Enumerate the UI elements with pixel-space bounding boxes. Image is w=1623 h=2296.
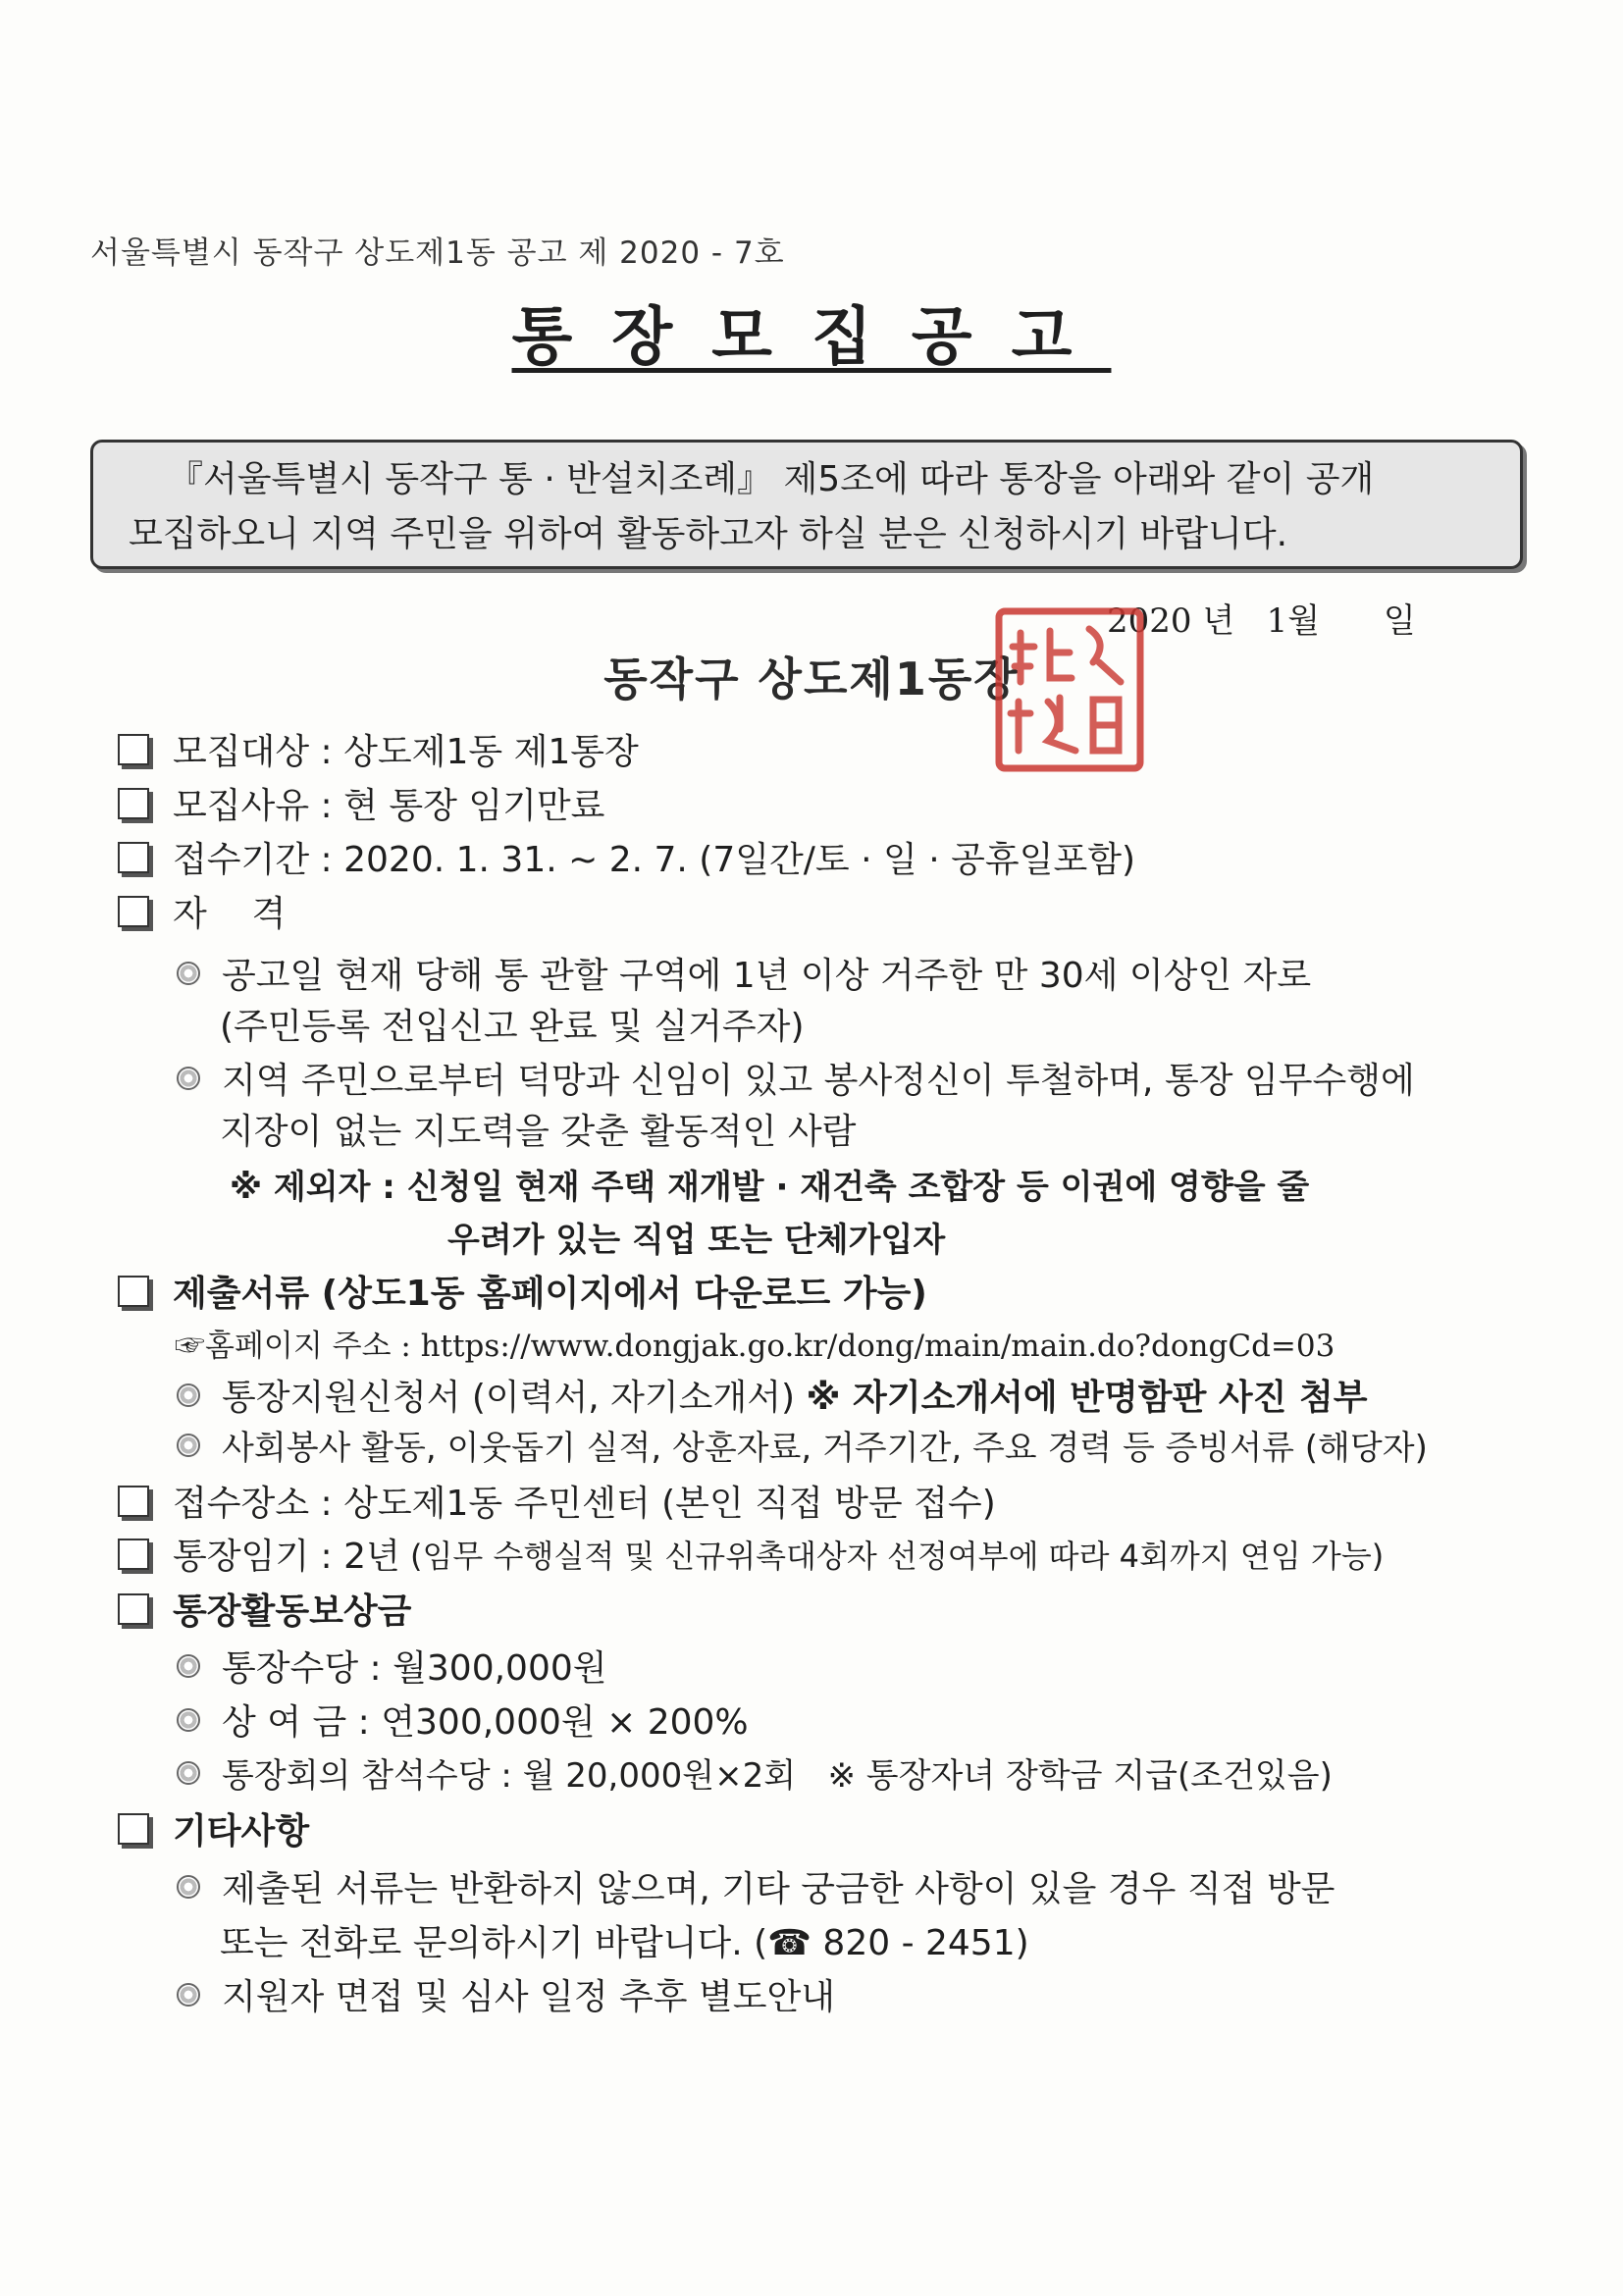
qualification-item-2-line-1: 지역 주민으로부터 덕망과 신임이 있고 봉사정신이 투철하며, 통장 임무수행에 (222, 1061, 1415, 1101)
checkbox-icon (118, 1593, 149, 1625)
checkbox-icon (118, 1486, 149, 1517)
checkbox-icon (118, 734, 149, 765)
notice-number: 서울특별시 동작구 상도제1동 공고 제 2020 - 7호 (90, 235, 785, 271)
checkbox-icon (118, 788, 149, 819)
other-heading: 기타사항 (173, 1811, 310, 1852)
qualification-item-2 (177, 1053, 1415, 1103)
compensation-item-1-text: 통장수당 : 월300,000원 (222, 1648, 607, 1689)
qualification-item-1-line-2: (주민등록 전입신고 완료 및 실거주자) (220, 1007, 805, 1047)
section-target (118, 724, 639, 774)
issuer-name: 동작구 상도제1동장 (603, 652, 1020, 705)
other-item-1 (177, 1861, 1335, 1911)
page-title: 통장모집공고 (511, 301, 1112, 374)
checkbox-icon (118, 1276, 149, 1307)
documents-heading: 제출서류 (상도1동 홈페이지에서 다운로드 가능) (173, 1274, 927, 1314)
section-place (118, 1476, 996, 1526)
compensation-item-2 (177, 1695, 749, 1745)
bullet-icon (177, 962, 200, 985)
intro-box (90, 440, 1523, 569)
checkbox-icon (118, 842, 149, 873)
other-item-1-line-2: 또는 전화로 문의하시기 바랍니다. (☎ 820 - 2451) (220, 1923, 1029, 1963)
section-reason-text: 모집사유 : 현 통장 임기만료 (173, 786, 605, 826)
documents-item-2 (177, 1421, 1428, 1469)
intro-line-1: 『서울특별시 동작구 통 · 반설치조례』 제5조에 따라 통장을 아래와 같이 공개 (168, 459, 1375, 499)
bullet-icon (177, 1383, 200, 1407)
section-term-note: (임무 수행실적 및 신규위촉대상자 선정여부에 따라 4회까지 연임 가능) (399, 1537, 1385, 1575)
section-other (118, 1803, 309, 1853)
documents-item-1-text: 통장지원신청서 (이력서, 자기소개서) (222, 1378, 807, 1418)
section-documents (118, 1266, 927, 1316)
section-compensation (118, 1584, 411, 1634)
qualification-heading: 자 격 (173, 894, 287, 934)
compensation-item-1 (177, 1641, 607, 1691)
bullet-icon (177, 1654, 200, 1678)
checkbox-icon (118, 1539, 149, 1570)
other-item-2-text: 지원자 면접 및 심사 일정 추후 별도안내 (222, 1977, 836, 2017)
intro-line-2: 모집하오니 지역 주민을 위하여 활동하고자 하실 분은 신청하시기 바랍니다. (129, 514, 1288, 554)
compensation-item-2-text: 상 여 금 : 연300,000원 × 200% (222, 1702, 749, 1743)
bullet-icon (177, 1983, 200, 2007)
compensation-heading: 통장활동보상금 (173, 1592, 412, 1632)
checkbox-icon (118, 896, 149, 927)
documents-item-2-text: 사회봉사 활동, 이웃돕기 실적, 상훈자료, 거주기간, 주요 경력 등 증빙서류 (해당자) (222, 1429, 1428, 1468)
checkbox-icon (118, 1813, 149, 1845)
documents-item-1-note: ※ 자기소개서에 반명함판 사진 첨부 (806, 1378, 1368, 1418)
bullet-icon (177, 1708, 200, 1732)
qualification-item-2-line-2: 지장이 없는 지도력을 갖춘 활동적인 사람 (220, 1112, 857, 1152)
section-place-text: 접수장소 : 상도제1동 주민센터 (본인 직접 방문 접수) (173, 1484, 996, 1524)
section-qualification (118, 886, 286, 936)
exclusion-line-1: ※ 제외자 : 신청일 현재 주택 재개발 · 재건축 조합장 등 이권에 영향을 줄 (230, 1168, 1310, 1207)
notice-date: 2020 년 1월 일 (1107, 601, 1416, 641)
bullet-icon (177, 1067, 200, 1090)
other-item-1-line-1: 제출된 서류는 반환하지 않으며, 기타 궁금한 사항이 있을 경우 직접 방문 (222, 1869, 1335, 1909)
bullet-icon (177, 1875, 200, 1899)
documents-item-1 (177, 1370, 1368, 1420)
other-item-2 (177, 1969, 835, 2019)
compensation-item-3-text: 통장회의 참석수당 : 월 20,000원×2회 ※ 통장자녀 장학금 지급(조건있음) (222, 1756, 1333, 1796)
bullet-icon (177, 1434, 200, 1457)
compensation-item-3 (177, 1748, 1333, 1797)
section-period (118, 832, 1135, 882)
exclusion-line-2: 우려가 있는 직업 또는 단체가입자 (447, 1221, 946, 1260)
section-period-text: 접수기간 : 2020. 1. 31. ~ 2. 7. (7일간/토 · 일 · 공휴일포함) (173, 840, 1136, 880)
homepage-link: ☞홈페이지 주소 : https://www.dongjak.go.kr/dong/main/main.do?dongCd=03 (175, 1329, 1335, 1364)
qualification-item-1-line-1: 공고일 현재 당해 통 관할 구역에 1년 이상 거주한 만 30세 이상인 자로 (222, 956, 1312, 996)
section-target-text: 모집대상 : 상도제1동 제1통장 (173, 732, 639, 772)
section-term (118, 1529, 1384, 1579)
section-reason (118, 778, 604, 828)
qualification-item-1 (177, 948, 1311, 998)
official-seal-icon (991, 603, 1148, 776)
section-term-text: 통장임기 : 2년 (173, 1537, 400, 1577)
bullet-icon (177, 1761, 200, 1785)
